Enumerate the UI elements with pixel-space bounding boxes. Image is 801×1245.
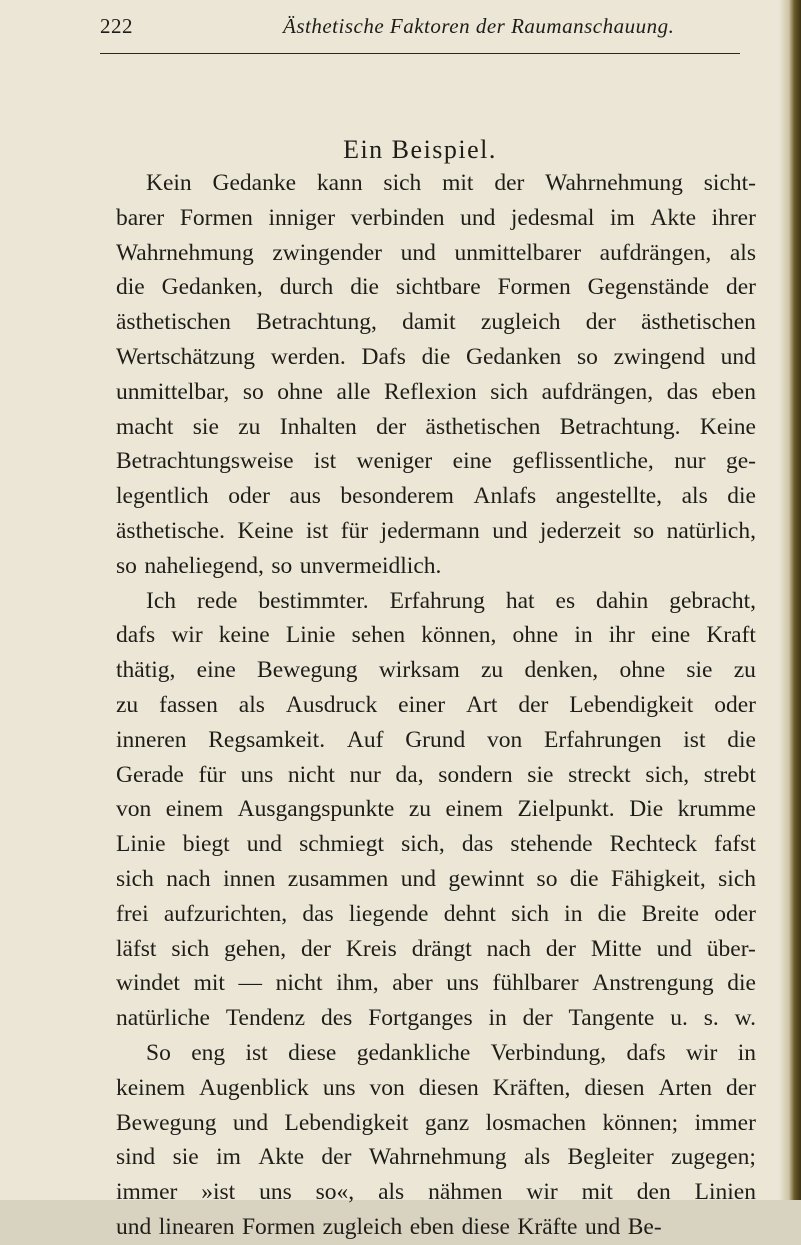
text-line: macht sie zu Inhalten der ästhetischen Betrachtung. Keine — [116, 413, 756, 440]
text-line: Betrachtungsweise ist weniger eine geflissentliche, nur ge- — [116, 448, 756, 475]
text-line: Wertschätzung werden. Dafs die Gedanken so zwingend und — [116, 343, 756, 370]
text-line: die Gedanken, durch die sichtbare Formen Gegenstände der — [116, 274, 756, 301]
text-line: So eng ist diese gedankliche Verbindung, dafs wir in — [146, 1039, 756, 1066]
text-line: barer Formen inniger verbinden und jedesmal im Akte ihrer — [116, 204, 756, 231]
body-text — [116, 166, 756, 1245]
running-head — [100, 14, 675, 42]
section-heading: Ein Beispiel. — [343, 135, 497, 164]
text-line: immer »ist uns so«, als nähmen wir mit den Linien — [116, 1179, 756, 1206]
text-line: Bewegung und Lebendigkeit ganz losmachen können; immer — [116, 1109, 756, 1136]
text-line: so naheliegend, so unvermeidlich. — [116, 552, 442, 579]
text-line: thätig, eine Bewegung wirksam zu denken, ohne sie zu — [116, 657, 756, 684]
text-line: legentlich oder aus besonderem Anlafs angestellte, als die — [116, 483, 756, 510]
text-line: von einem Ausgangspunkte zu einem Zielpunkt. Die krumme — [116, 796, 756, 823]
text-line: zu fassen als Ausdruck einer Art der Lebendigkeit oder — [116, 691, 756, 718]
text-line: sind sie im Akte der Wahrnehmung als Begleiter zugegen; — [116, 1144, 756, 1171]
header-rule — [100, 53, 740, 54]
text-line: inneren Regsamkeit. Auf Grund von Erfahrungen ist die — [116, 726, 756, 753]
text-line: dafs wir keine Linie sehen können, ohne in ihr eine Kraft — [116, 622, 756, 649]
page-number: 222 — [100, 14, 133, 38]
text-line: natürliche Tendenz des Fortganges in der Tangente u. s. w. — [116, 1005, 756, 1032]
text-line: windet mit — nicht ihm, aber uns fühlbarer Anstrengung die — [116, 970, 756, 997]
text-line: sich nach innen zusammen und gewinnt so die Fähigkeit, sich — [116, 865, 756, 892]
text-line: Gerade für uns nicht nur da, sondern sie streckt sich, strebt — [116, 761, 756, 788]
text-line: ästhetischen Betrachtung, damit zugleich der ästhetischen — [116, 309, 756, 336]
text-line: Linie biegt und schmiegt sich, das stehende Rechteck fafst — [116, 831, 756, 858]
text-line: Ich rede bestimmter. Erfahrung hat es dahin gebracht, — [146, 587, 756, 614]
text-line: unmittelbar, so ohne alle Reflexion sich aufdrängen, das eben — [116, 378, 756, 405]
running-title: Ästhetische Faktoren der Raumanschauung. — [283, 14, 675, 38]
text-line: keinem Augenblick uns von diesen Kräften, diesen Arten der — [116, 1074, 756, 1101]
text-line: Wahrnehmung zwingender und unmittelbarer aufdrängen, als — [116, 239, 756, 266]
text-line: läfst sich gehen, der Kreis drängt nach der Mitte und über- — [116, 935, 756, 962]
page-edge-shadow — [779, 0, 801, 1200]
text-line: ästhetische. Keine ist für jedermann und jederzeit so natürlich, — [116, 517, 756, 544]
text-line: frei aufzurichten, das liegende dehnt sich in die Breite oder — [116, 900, 756, 927]
text-line: und linearen Formen zugleich eben diese Kräfte und Be- — [116, 1213, 662, 1240]
text-line: Kein Gedanke kann sich mit der Wahrnehmung sicht- — [146, 170, 756, 196]
